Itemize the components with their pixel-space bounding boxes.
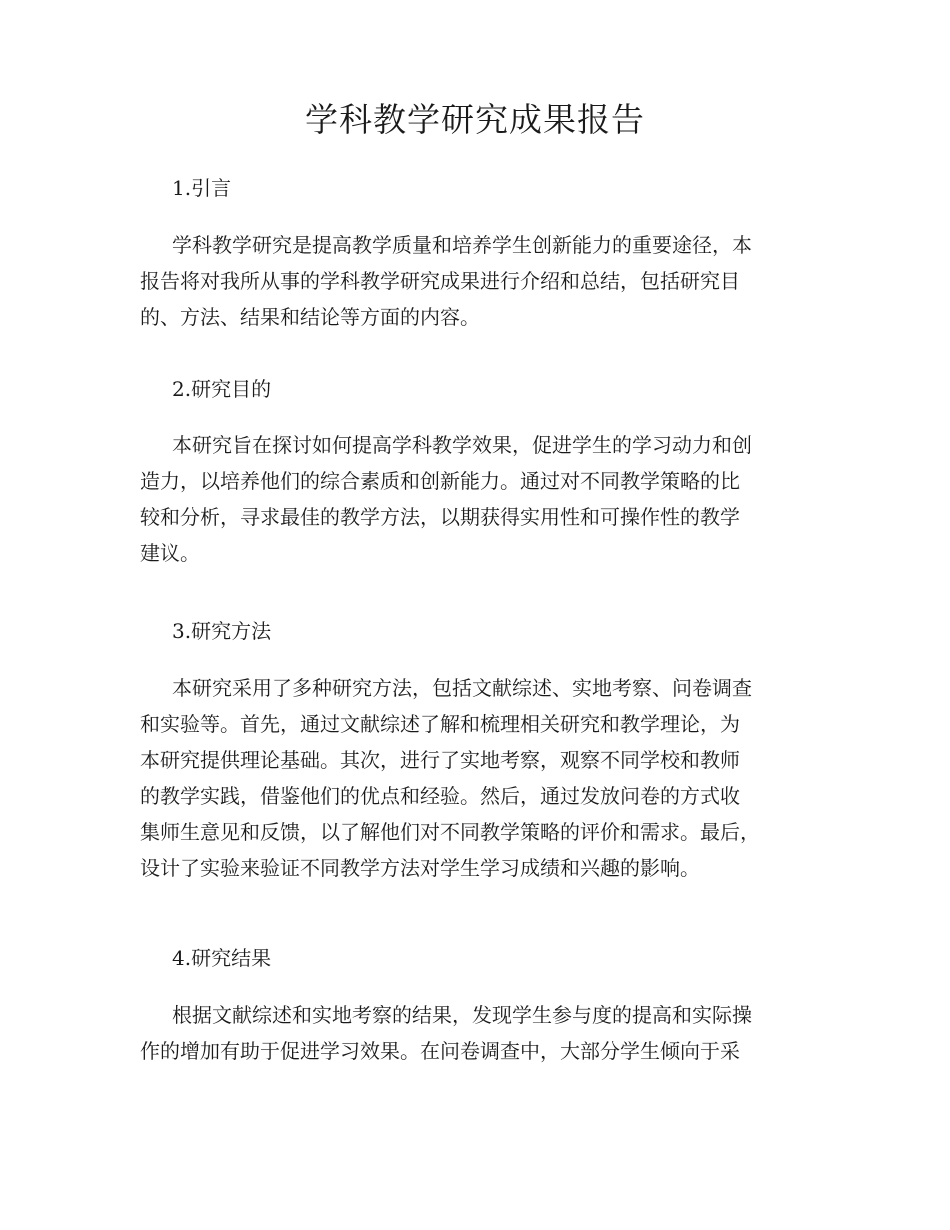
paragraph-line: 根据文献综述和实地考察的结果，发现学生参与度的提高和实际操 [172,1003,752,1027]
paragraph-line: 报告将对我所从事的学科教学研究成果进行介绍和总结，包括研究目 [140,269,740,293]
paragraph-line: 的、方法、结果和结论等方面的内容。 [140,305,480,329]
paragraph-line: 设计了实验来验证不同教学方法对学生学习成绩和兴趣的影响。 [140,856,700,880]
section-paragraph-introduction [140,227,830,335]
paragraph-line: 集师生意见和反馈，以了解他们对不同教学策略的评价和需求。最后， [140,820,760,844]
paragraph-line: 作的增加有助于促进学习效果。在问卷调查中，大部分学生倾向于采 [140,1039,740,1063]
paragraph-line: 较和分析，寻求最佳的教学方法，以期获得实用性和可操作性的教学 [140,505,740,529]
section-paragraph-purpose [140,427,830,571]
paragraph-line: 和实验等。首先，通过文献综述了解和梳理相关研究和教学理论，为 [140,712,740,736]
paragraph-line: 的教学实践，借鉴他们的优点和经验。然后，通过发放问卷的方式收 [140,784,740,808]
paragraph-line: 建议。 [140,541,200,565]
paragraph-line: 本研究采用了多种研究方法，包括文献综述、实地考察、问卷调查 [172,676,752,700]
section-heading-results: 4.研究结果 [172,946,272,970]
section-paragraph-results [140,997,830,1069]
paragraph-line: 本研究旨在探讨如何提高学科教学效果，促进学生的学习动力和创 [172,433,752,457]
paragraph-line: 造力，以培养他们的综合素质和创新能力。通过对不同教学策略的比 [140,469,740,493]
document-title: 学科教学研究成果报告 [305,100,645,139]
section-heading-purpose: 2.研究目的 [172,377,272,401]
section-heading-introduction: 1.引言 [172,176,232,200]
section-heading-methods: 3.研究方法 [172,619,272,643]
paragraph-line: 本研究提供理论基础。其次，进行了实地考察，观察不同学校和教师 [140,748,740,772]
section-paragraph-methods [140,670,830,886]
paragraph-line: 学科教学研究是提高教学质量和培养学生创新能力的重要途径，本 [172,233,752,257]
